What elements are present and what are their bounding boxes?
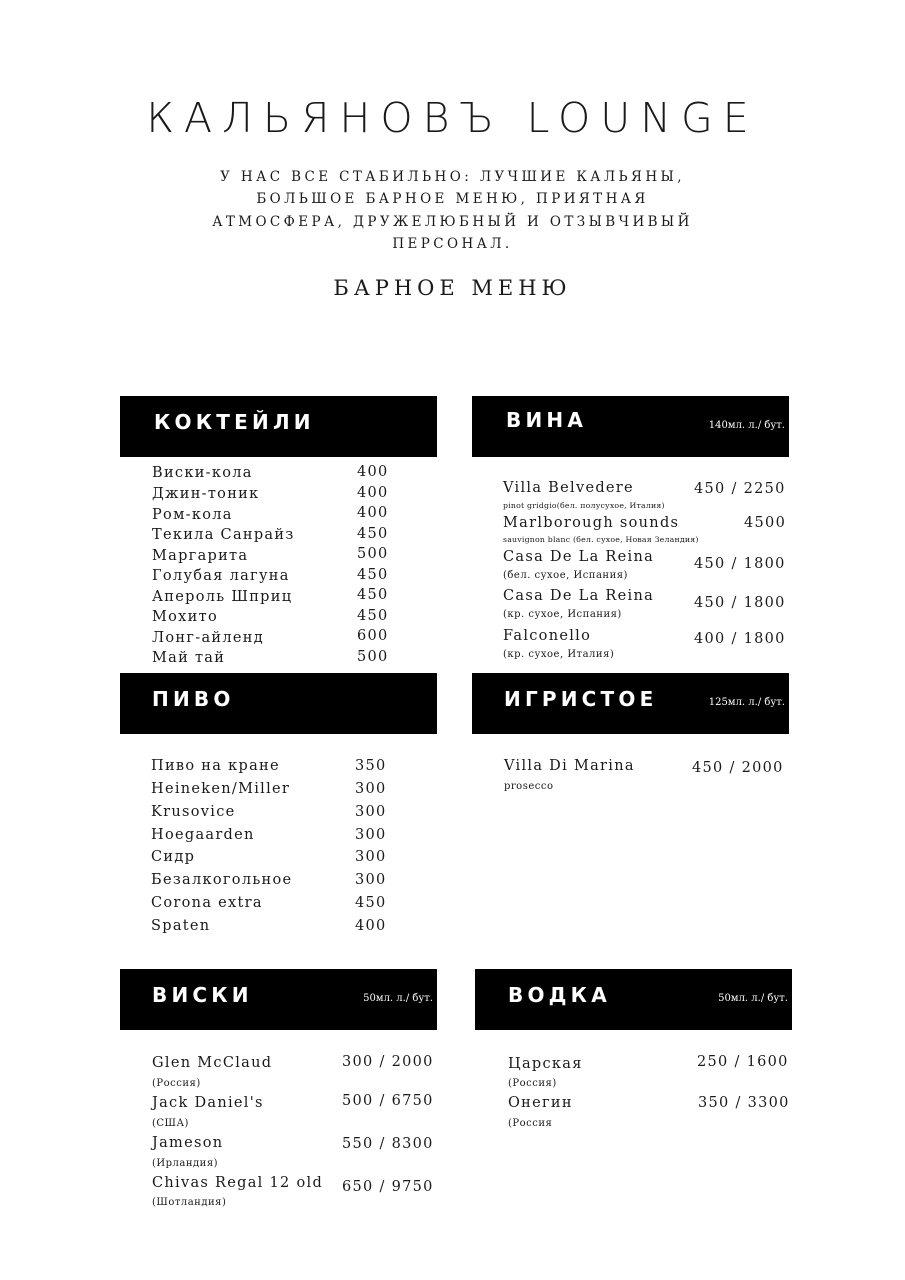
whisky-price: 500 / 6750	[342, 1093, 434, 1109]
beer-name: Hoegaarden	[151, 827, 255, 843]
menu-heading: БАРНОЕ МЕНЮ	[333, 276, 572, 300]
cocktail-name: Маргарита	[152, 548, 249, 564]
vodka-header	[475, 969, 792, 1030]
beer-name: Heineken/Miller	[151, 781, 291, 797]
beer-price: 300	[355, 849, 387, 865]
sparkling-name: Villa Di Marina	[504, 758, 635, 774]
cocktail-name: Лонг-айленд	[152, 630, 264, 646]
cocktail-price: 500	[357, 546, 389, 562]
cocktail-name: Джин-тоник	[152, 486, 260, 502]
wine-price: 450 / 2250	[694, 481, 786, 497]
whisky-desc: (Шотландия)	[152, 1197, 227, 1208]
whisky-name: Jack Daniel's	[152, 1095, 264, 1111]
wines-unit: 140мл. л./ бут.	[708, 420, 785, 431]
cocktail-name: Мохито	[152, 609, 218, 625]
whisky-unit: 50мл. л./ бут.	[363, 993, 433, 1004]
whisky-desc: (США)	[152, 1118, 189, 1129]
beer-title: ПИВО	[152, 687, 235, 711]
wine-name: Marlborough sounds	[503, 515, 680, 531]
whisky-header	[120, 969, 437, 1030]
cocktail-name: Голубая лагуна	[152, 568, 290, 584]
cocktail-price: 400	[357, 485, 389, 501]
sparkling-price: 450 / 2000	[692, 760, 784, 776]
sparkling-header	[472, 673, 789, 734]
wine-price: 400 / 1800	[694, 631, 786, 647]
wine-desc: pinot gridgio(бел. полусухое, Италия)	[503, 501, 665, 510]
beer-name: Пиво на кране	[151, 758, 280, 774]
wine-desc: sauvignon blanc (бел. сухое, Новая Зеландия)	[503, 535, 699, 544]
cocktails-header	[120, 396, 437, 457]
beer-name: Corona extra	[151, 895, 263, 911]
cocktail-price: 500	[357, 649, 389, 665]
beer-name: Сидр	[151, 849, 196, 865]
wine-desc: (кр. сухое, Испания)	[503, 609, 622, 620]
wine-price: 450 / 1800	[694, 556, 786, 572]
vodka-title: ВОДКА	[508, 983, 611, 1007]
wine-desc: (бел. сухое, Испания)	[503, 570, 628, 581]
cocktail-price: 400	[357, 505, 389, 521]
beer-price: 350	[355, 758, 387, 774]
cocktail-price: 450	[357, 567, 389, 583]
sparkling-title: ИГРИСТОЕ	[504, 687, 658, 711]
tagline: У НАС ВСЕ СТАБИЛЬНО: ЛУЧШИЕ КАЛЬЯНЫ, БОЛЬШОЕ БАРНОЕ МЕНЮ, ПРИЯТНАЯ АТМОСФЕРА, ДРУЖЕЛЮБНЫЙ И ОТЗЫВЧИВЫЙ ПЕРСОНАЛ.	[212, 169, 693, 252]
cocktail-name: Виски-кола	[152, 465, 253, 481]
wine-desc: (кр. сухое, Италия)	[503, 649, 615, 660]
beer-name: Безалкогольное	[151, 872, 293, 888]
wine-name: Villa Belvedere	[503, 480, 634, 496]
vodka-price: 350 / 3300	[698, 1095, 790, 1111]
sparkling-desc: prosecco	[504, 781, 554, 792]
vodka-name: Царская	[508, 1056, 583, 1072]
cocktail-name: Ром-кола	[152, 507, 233, 523]
wine-name: Casa De La Reina	[503, 549, 655, 565]
wine-name: Casa De La Reina	[503, 588, 655, 604]
whisky-price: 300 / 2000	[342, 1054, 434, 1070]
cocktails-title: КОКТЕЙЛИ	[154, 410, 315, 434]
beer-name: Spaten	[151, 918, 211, 934]
beer-price: 300	[355, 781, 387, 797]
whisky-desc: (Россия)	[152, 1078, 201, 1089]
beer-price: 450	[355, 895, 387, 911]
wines-title: ВИНА	[506, 408, 587, 432]
vodka-desc: (Россия	[508, 1118, 553, 1129]
beer-price: 300	[355, 872, 387, 888]
vodka-price: 250 / 1600	[697, 1054, 789, 1070]
vodka-unit: 50мл. л./ бут.	[718, 993, 788, 1004]
page-title: КАЛЬЯНОВЪ LOUNGE	[146, 94, 759, 142]
cocktail-name: Апероль Шприц	[152, 589, 293, 605]
cocktail-price: 400	[357, 464, 389, 480]
cocktail-price: 450	[357, 608, 389, 624]
wine-name: Falconello	[503, 628, 592, 644]
whisky-price: 550 / 8300	[342, 1136, 434, 1152]
sparkling-unit: 125мл. л./ бут.	[708, 697, 785, 708]
vodka-desc: (Россия)	[508, 1078, 557, 1089]
cocktail-name: Май тай	[152, 650, 226, 666]
whisky-price: 650 / 9750	[342, 1179, 434, 1195]
wine-price: 450 / 1800	[694, 595, 786, 611]
whisky-name: Jameson	[152, 1135, 224, 1151]
whisky-desc: (Ирландия)	[152, 1158, 219, 1169]
whisky-name: Chivas Regal 12 old	[152, 1175, 324, 1191]
wines-header	[472, 396, 789, 457]
beer-header	[120, 673, 437, 734]
whisky-name: Glen McClaud	[152, 1055, 273, 1071]
beer-price: 300	[355, 827, 387, 843]
cocktail-name: Текила Санрайз	[152, 527, 295, 543]
cocktail-price: 450	[357, 526, 389, 542]
cocktail-price: 450	[357, 587, 389, 603]
cocktail-price: 600	[357, 628, 389, 644]
beer-name: Krusovice	[151, 804, 236, 820]
beer-price: 400	[355, 918, 387, 934]
vodka-name: Онегин	[508, 1095, 573, 1111]
beer-price: 300	[355, 804, 387, 820]
whisky-title: ВИСКИ	[152, 983, 253, 1007]
wine-price: 4500	[744, 515, 787, 531]
